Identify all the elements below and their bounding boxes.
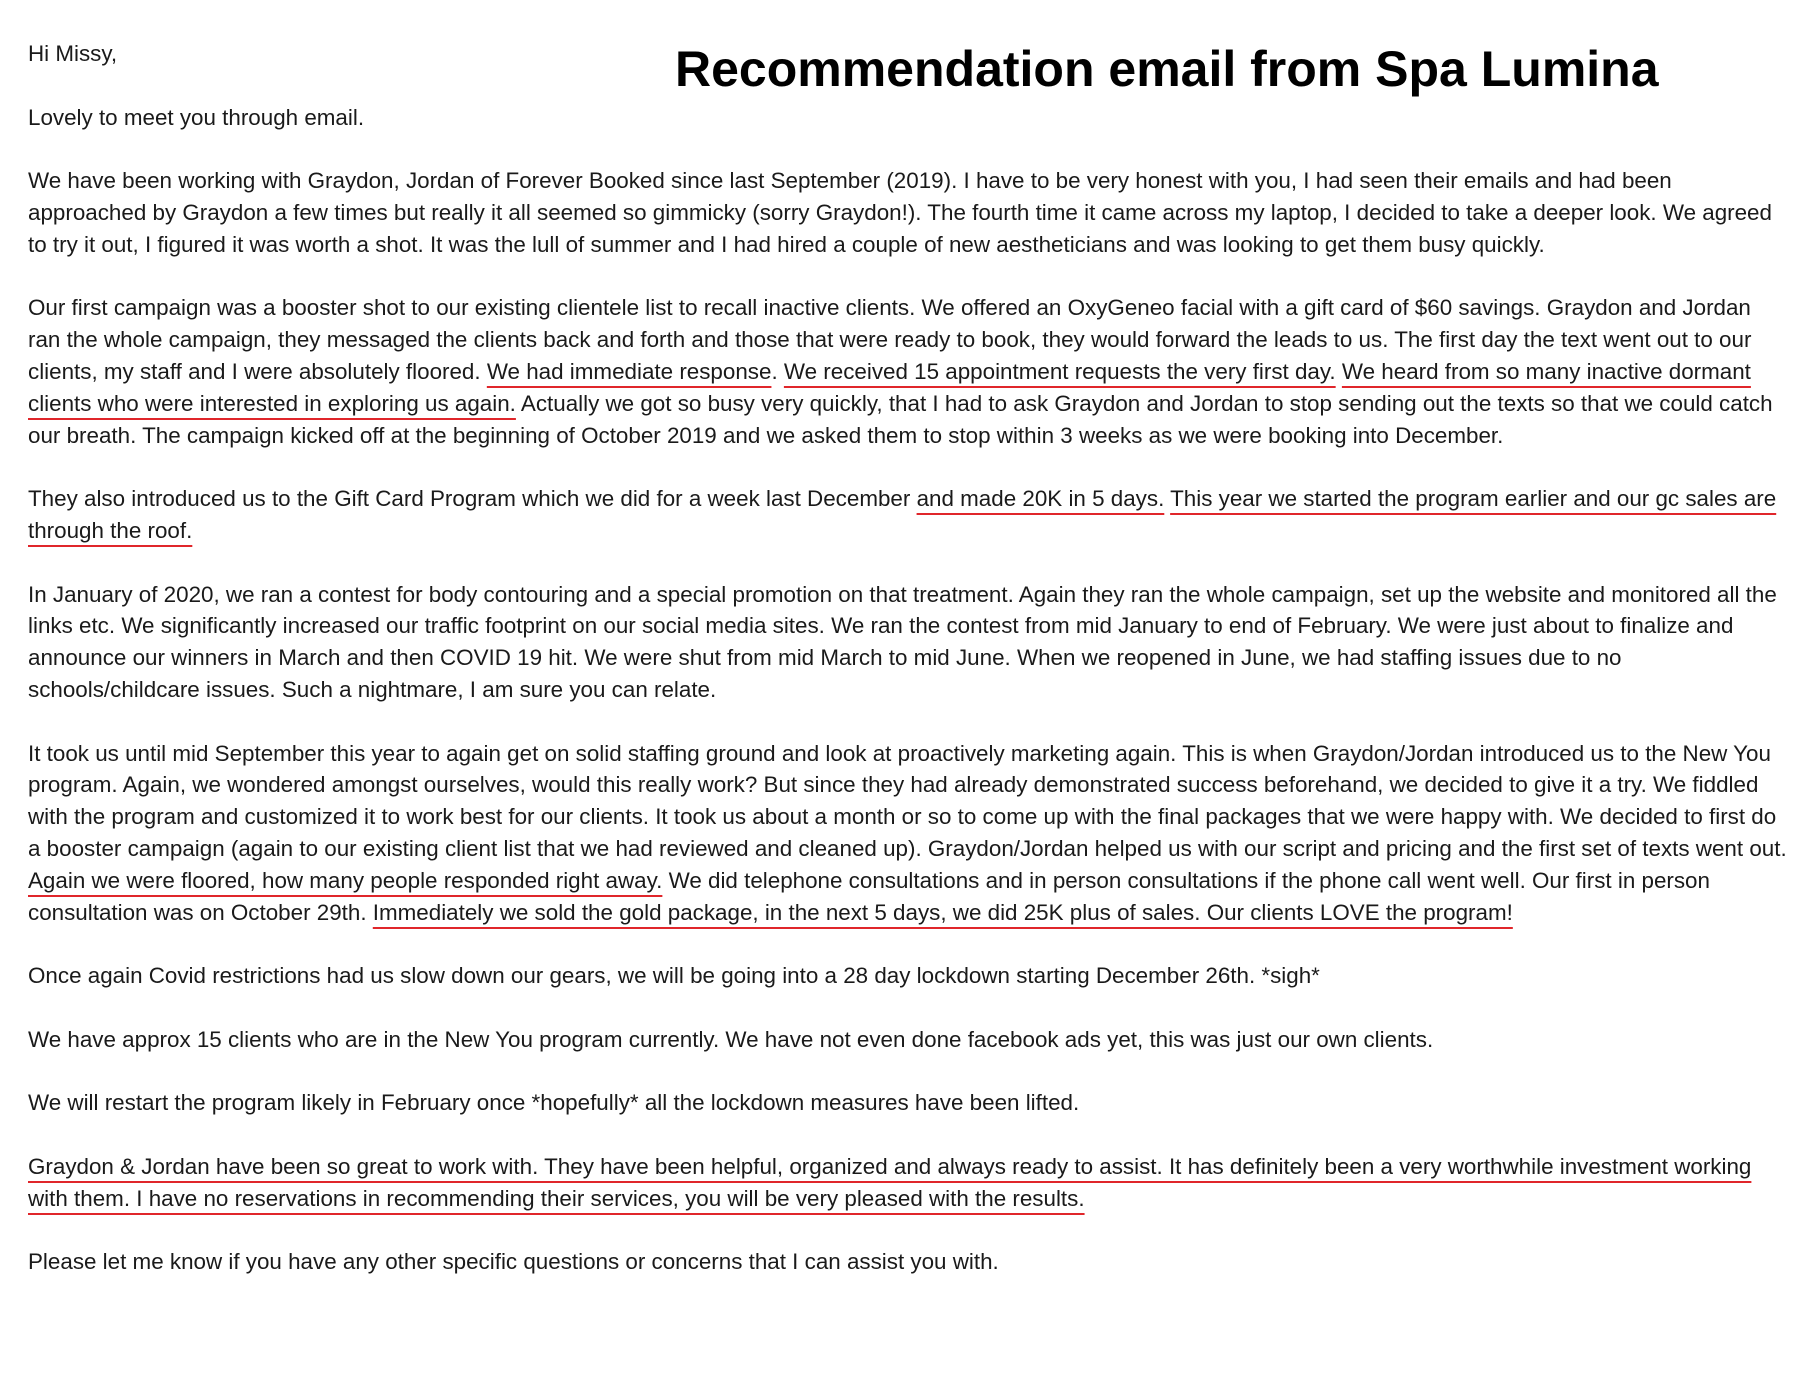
paragraph-restart-plan: We will restart the program likely in February once *hopefully* all the lockdown measures have been lifted. — [28, 1090, 1080, 1116]
paragraph-new-you-program — [28, 738, 1788, 929]
paragraph-first-campaign — [28, 292, 1788, 451]
highlighted-phrase: We had immediate response — [486, 358, 772, 384]
text-segment: Actually we got so busy very quickly, that I had to ask Graydon and Jordan to stop sending out the texts so that we could catch our breath. The campaign kicked off at the beginning of October 2019 and we asked them to stop within 3 weeks as we were booking into December. — [28, 390, 1773, 448]
highlighted-phrase: This year we started the program earlier and our gc sales are through the roof. — [28, 486, 1777, 543]
text-segment: It took us until mid September this year to again get on solid staffing ground and look at proactively marketing again. This is when Graydon/Jordan introduced us to the New You program. Again, we wondered amongst ourselves, would this really work? But since they had already demonstrated success beforehand, we decided to give it a try. We fiddled with the program and customized it to work best for our clients. It took us about a month or so to come up with the final packages that we were happy with. We decided to first do a booster campaign (again to our existing client list that we had reviewed and cleaned up). Graydon/Jordan helped us with our script and pricing and the first set of texts went out. — [28, 740, 1787, 861]
paragraph-covid-lockdown: Once again Covid restrictions had us slow down our gears, we will be going into a 28 day lockdown starting December 26th. *sigh* — [28, 963, 1320, 989]
paragraph-gift-card-program — [28, 483, 1788, 547]
text-segment: They also introduced us to the Gift Card Program which we did for a week last December — [28, 486, 917, 512]
highlighted-phrase: We received 15 appointment requests the very first day. — [783, 358, 1336, 384]
paragraph-graydon-jordan-intro: We have been working with Graydon, Jordan of Forever Booked since last September (2019). I have to be very honest with you, I had seen their emails and had been approached by Graydon a few times but really it all seemed so gimmicky (sorry Graydon!). The fourth time it came across my laptop, I decided to take a deeper look. We agreed to try it out, I figured it was worth a shot. It was the lull of summer and I had hired a couple of new aestheticians and was looking to get them busy quickly. — [28, 168, 1772, 257]
email-intro: Lovely to meet you through email. — [28, 104, 365, 130]
highlighted-phrase: and made 20K in 5 days. — [916, 486, 1165, 512]
text-segment: . — [771, 358, 784, 384]
highlighted-phrase: We heard from so many inactive dormant clients who were interested in exploring us again. — [28, 358, 1751, 416]
highlighted-phrase: Graydon & Jordan have been so great to work with. They have been helpful, organized and always ready to assist. It has definitely been a very worthwhile investment working with them. I have no reservations in recommending their services, you will be very pleased with the results. — [28, 1153, 1752, 1211]
email-body — [28, 38, 1788, 1278]
highlighted-phrase: Again we were floored, how many people responded right away. — [28, 867, 663, 893]
text-segment: We did telephone consultations and in person consultations if the phone call went well. Our first in person consultation was on October 29th. — [28, 867, 1710, 925]
paragraph-closing: Please let me know if you have any other specific questions or concerns that I can assist you with. — [28, 1249, 999, 1275]
text-segment: Our first campaign was a booster shot to our existing clientele list to recall inactive clients. We offered an OxyGeneo facial with a gift card of $60 savings. Graydon and Jordan ran the whole campaign, they messaged the clients back and forth and those that were ready to book, they would forward the leads to us. The first day the text went out to our clients, my staff and I were absolutely floored. — [28, 295, 1752, 384]
paragraph-recommendation — [28, 1151, 1788, 1215]
paragraph-body-contouring-contest: In January of 2020, we ran a contest for body contouring and a special promotion on that treatment. Again they ran the whole campaign, set up the website and monitored all the links etc. We significantly increased our traffic footprint on our social media sites. We ran the contest from mid January to end of February. We were just about to finalize and announce our winners in March and then COVID 19 hit. We were shut from mid March to mid June. When we reopened in June, we had staffing issues due to no schools/childcare issues. Such a nightmare, I am sure you can relate. — [28, 581, 1777, 702]
highlighted-phrase: Immediately we sold the gold package, in the next 5 days, we did 25K plus of sales. Our clients LOVE the program! — [372, 899, 1513, 925]
paragraph-current-clients: We have approx 15 clients who are in the New You program currently. We have not even done facebook ads yet, this was just our own clients. — [28, 1026, 1434, 1052]
email-greeting: Hi Missy, — [28, 41, 118, 66]
page-title: Recommendation email from Spa Lumina — [675, 41, 1659, 97]
